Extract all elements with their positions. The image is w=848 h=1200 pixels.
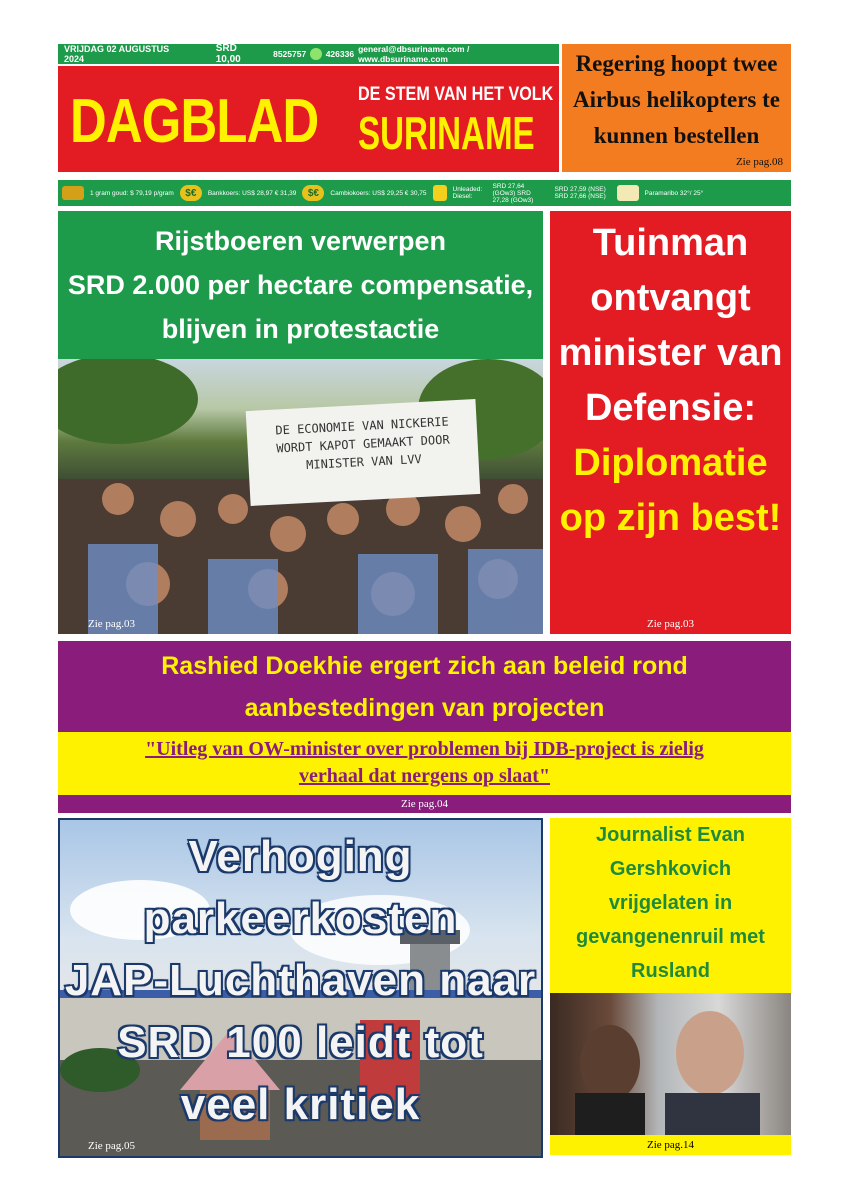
headline-line: ontvangt [590,277,751,319]
fuel-prices-gow: SRD 27,64 (GOw3) SRD 27,28 (GOw3) [492,182,534,204]
story-gershkovich[interactable] [550,818,791,993]
gold-price: 1 gram goud: $ 79,19 p/gram [90,189,174,197]
bank-rate: Bankkoers: US$ 28,97 € 31,39 [207,189,297,197]
fuel-pump-icon [433,185,447,201]
headline-line: op zijn best! [559,497,782,539]
headline-line: SRD 100 leidt tot [117,1018,484,1067]
headline-line: Journalist Evan [596,824,745,846]
story-doekhie-quote[interactable] [58,732,791,795]
story-headline [60,826,541,1136]
weather-icon [617,185,639,201]
issue-price: SRD 10,00 [215,43,241,65]
phone-number-2: 426336 [325,49,355,59]
masthead [58,66,559,172]
story-tuinman[interactable] [550,211,791,634]
headline-line: aanbestedingen van projecten [244,694,605,722]
portrait-illustration [550,993,791,1135]
headline-line: SRD 2.000 per hectare compensatie, [67,270,534,300]
masthead-title: DAGBLAD [70,87,319,156]
protest-photo [58,359,543,634]
quote-line: "Uitleg van OW-minister over problemen bij IDB-project is zielig [145,738,704,760]
contact-info [273,44,553,64]
headline-line: veel kritiek [180,1080,421,1129]
headline-line: vrijgelaten in [608,892,733,914]
phone-number-1: 8525757 [273,49,307,59]
story-rice-farmers-headline[interactable] [58,211,543,359]
headline-line: JAP-Luchthaven naar [64,956,537,1005]
headline-line: Verhoging [188,832,413,881]
cambio-rate: Cambiokoers: US$ 29,25 € 30,75 [330,189,427,197]
page-reference: Zie pag.03 [646,618,695,630]
page-reference: Zie pag.14 [550,1135,791,1155]
masthead-country: SURINAME [358,107,535,159]
story-doekhie-headline[interactable] [58,641,791,732]
issue-date: VRIJDAG 02 AUGUSTUS 2024 [64,44,170,64]
masthead-info-bar [58,44,559,64]
quote-line: verhaal dat nergens op slaat" [298,765,551,787]
headline-line: Rijstboeren verwerpen [154,226,447,256]
gold-bar-icon [62,186,84,200]
headline-line: Diplomatie [573,442,768,484]
headline-line: Gershkovich [609,858,732,880]
headline-line: Tuinman [592,222,749,264]
headline-line: minister van [558,332,783,374]
headline-line: Rusland [631,960,710,982]
currency-icon: $€ [180,185,202,201]
market-ticker [58,180,791,206]
weather-report: Paramaribo 32°/ 25° [644,189,704,197]
protest-sign-text: DE ECONOMIE VAN NICKERIE WORDT KAPOT GEMAAKT DOOR MINISTER VAN LVV [275,414,450,472]
protest-crowd-illustration [58,359,543,634]
page-reference: Zie pag.04 [58,795,791,813]
story-helicopters[interactable] [562,44,791,172]
gershkovich-photo [550,993,791,1135]
fuel-prices-nse: SRD 27,59 (NSE) SRD 27,66 (NSE) [554,186,606,200]
fuel-labels: Unleaded: Diesel: [452,186,483,200]
story-parking[interactable] [58,818,543,1158]
headline-line: Defensie: [584,387,757,429]
story-headline: Regering hoopt twee Airbus helikopters te kunnen bestellen [573,51,780,148]
contact-email-website: general@dbsuriname.com / www.dbsuriname.com [358,44,470,64]
masthead-tagline: DE STEM VAN HET VOLK [358,84,554,105]
headline-line: Rashied Doekhie ergert zich aan beleid rond [161,652,688,680]
currency-icon: $€ [302,185,324,201]
whatsapp-icon [310,48,322,60]
page-reference: Zie pag.05 [88,1140,136,1152]
page-reference: Zie pag.03 [88,618,136,630]
headline-line: gevangenenruil met [576,926,765,948]
page-reference: Zie pag.08 [735,156,783,168]
headline-line: blijven in protestactie [161,314,440,344]
headline-line: parkeerkosten [143,894,458,943]
story-headline [550,216,791,546]
